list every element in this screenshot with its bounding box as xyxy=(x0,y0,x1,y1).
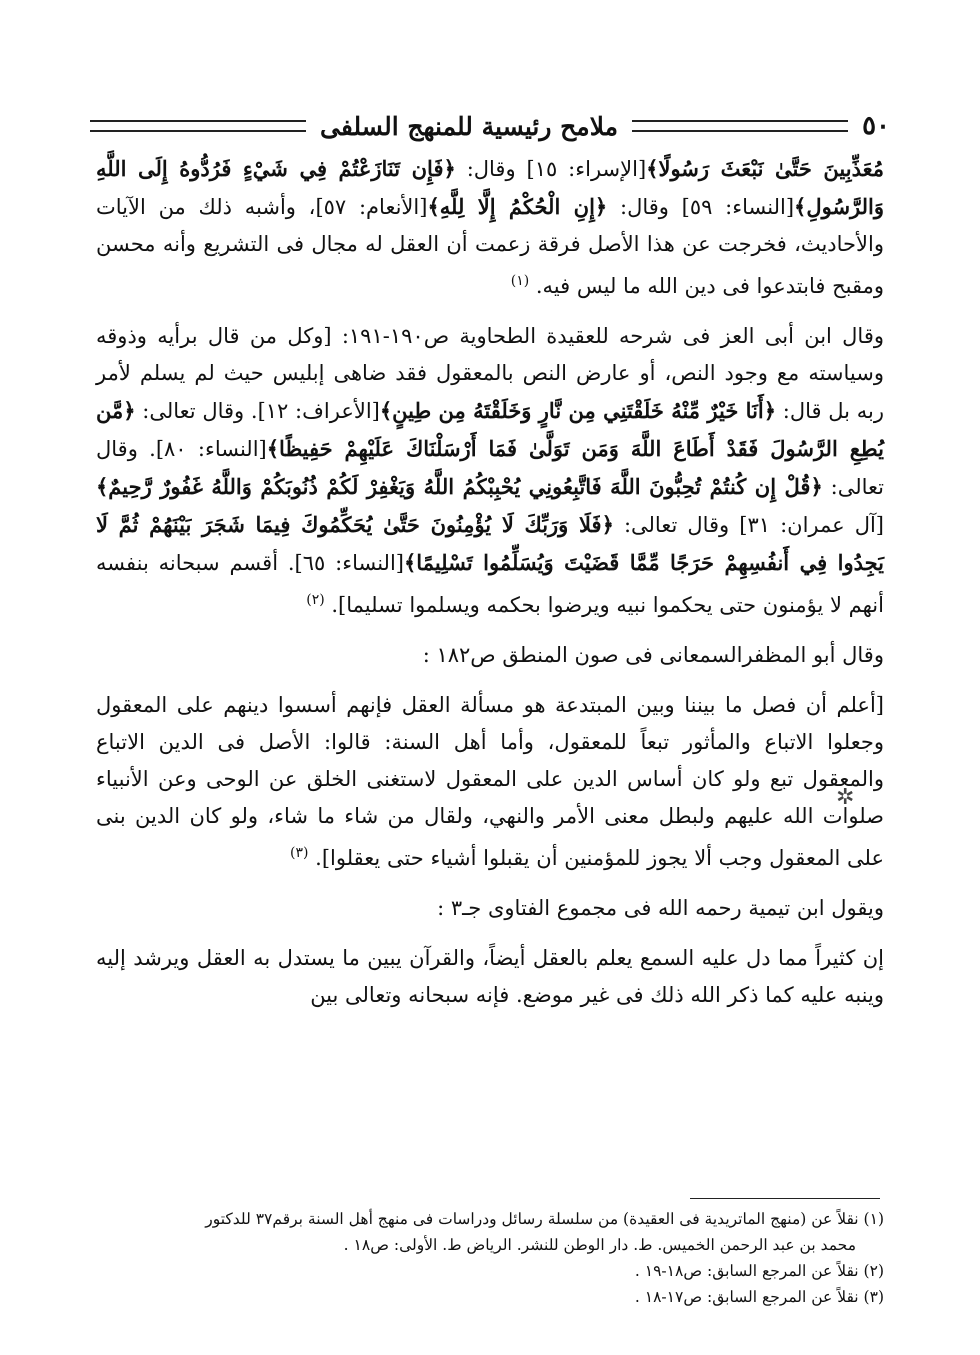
citation: [الإسراء: ١٥] وقال: xyxy=(455,157,647,181)
footnote-mark: (٢) xyxy=(306,592,325,608)
margin-asterisk-icon: ✲ xyxy=(836,785,855,810)
paragraph-text: [أعلم أن فصل ما بيننا وبين المبتدعة هو مسألة العقل فإنهم أسسوا دينهم على المعقول وجعلوا الاتباع والمأثور تبعاً للمعقول، وأما أهل السنة: قالوا: الأصل فى الدين الاتباع والمعقول تبع ولو كان أساس الدين على المعقول لاستغنى الخلق عن الوحى وعن الأنبياء صلوات الله عليهم ولبطل معنى الأمر والنهي، ولقال من شاء ما شاء، ولو كان الدين بنى على المعقول وجب ألا يجوز للمؤمنين أن يقبلوا أشياء حتى يعقلوا]. xyxy=(96,693,884,870)
quran-verse: ﴿فَلَا وَرَبِّكَ لَا يُؤْمِنُونَ حَتَّىٰ يُحَكِّمُوكَ فِيمَا شَجَرَ بَيْنَهُمْ ثُمَّ لَا يَجِدُوا فِي أَنفُسِهِمْ حَرَجًا مِّمَّا قَضَيْتَ وَيُسَلِّمُوا تَسْلِيمًا﴾ xyxy=(96,512,885,575)
paragraph-1 xyxy=(96,150,884,305)
running-header xyxy=(90,104,890,148)
quran-verse: ﴿مَّن يُطِعِ الرَّسُولَ فَقَدْ أَطَاعَ اللَّهَ وَمَن تَوَلَّىٰ فَمَا أَرْسَلْنَاكَ عَلَيْهِمْ حَفِيظًا﴾ xyxy=(96,398,884,461)
citation: [آل عمران: ٣١] وقال تعالى: xyxy=(613,513,885,537)
citation: [النساء: ٥٩] وقال: xyxy=(607,195,795,219)
paragraph-text: وقال ابن أبى العز فى شرحه للعقيدة الطحاوية ص١٩٠-١٩١: [وكل من قال برأيه وذوقه وسياسته مع وجود النص، أو عارض النص بالمعقول فقد ضاهى إبليس حيث لم يسلم لأمر ربه بل قال: xyxy=(96,324,884,423)
paragraph-text: [الأنعام: ٥٧]، وأشبه ذلك من الآيات والأحاديث، فخرجت عن هذا الأصل فرقة زعمت أن العقل له مجال فى التشريع وأنه محسن ومقبح فابتدعوا فى دين الله ما ليس فيه. xyxy=(96,195,884,298)
paragraph-5: ويقول ابن تيمية رحمه الله فى مجموع الفتاوى جـ٣ : xyxy=(437,896,884,920)
quran-verse: ﴿أَنَا خَيْرٌ مِّنْهُ خَلَقْتَنِي مِن نَّارٍ وَخَلَقْتَهُ مِن طِينٍ﴾ xyxy=(379,398,777,423)
paragraph-4 xyxy=(96,687,884,877)
paragraph-6: إن كثيراً مما دل عليه السمع يعلم بالعقل أيضاً، والقرآن يبين ما يستدل به العقل ويرشد إليه وينبه عليه كما ذكر الله ذلك فى غير موضع. فإنه سبحانه وتعالى بين xyxy=(96,946,884,1007)
header-rule-left xyxy=(90,120,306,132)
footnote-2: (٢) نقلاً عن المرجع السابق: ص١٨-١٩ . xyxy=(634,1262,884,1280)
quran-verse: مُعَذِّبِينَ حَتَّىٰ نَبْعَثَ رَسُولًا﴾ xyxy=(646,156,884,181)
running-title: ملامح رئيسية للمنهج السلفى xyxy=(320,111,618,141)
quran-verse: ﴿إِنِ الْحُكْمُ إِلَّا لِلَّهِ﴾ xyxy=(427,194,608,219)
citation: [النساء: ٨٠]. وقال تعالى: xyxy=(96,437,884,499)
paragraph-2 xyxy=(96,318,884,624)
body-text xyxy=(96,150,884,1014)
footnotes xyxy=(96,1206,884,1310)
footnote-1-continued: محمد بن عبد الرحمن الخميس. ط. دار الوطن للنشر. الرياض ط. الأولى: ص١٨ . xyxy=(343,1236,856,1254)
header-rule-right xyxy=(632,120,848,132)
footnote-mark: (٣) xyxy=(290,845,309,861)
footnote-divider xyxy=(690,1198,880,1199)
quran-verse: ﴿فَإِن تَنَازَعْتُمْ فِي شَيْءٍ فَرُدُّوهُ إِلَى اللَّهِ وَالرَّسُولِ﴾ xyxy=(96,156,884,219)
footnote-1: (١) نقلاً عن (منهج الماتريدية فى العقيدة) من سلسلة رسائل ودراسات فى منهج أهل السنة برقم٣٧ للدكتور xyxy=(205,1210,884,1228)
paragraph-text: [النساء: ٦٥]. أقسم سبحانه بنفسه أنهم لا يؤمنون حتى يحكموا نبيه ويرضوا بحكمه ويسلموا تسليما]. xyxy=(96,551,884,617)
page-number: ٥٠ xyxy=(862,111,890,141)
footnote-mark: (١) xyxy=(510,273,530,289)
citation: [الأعراف: ١٢]. وقال تعالى: xyxy=(135,399,380,423)
quran-verse: ﴿قُلْ إِن كُنتُمْ تُحِبُّونَ اللَّهَ فَاتَّبِعُونِي يُحْبِبْكُمُ اللَّهُ وَيَغْفِرْ لَكُمْ ذُنُوبَكُمْ وَاللَّهُ غَفُورٌ رَّحِيمٌ﴾ xyxy=(96,474,823,499)
paragraph-3: وقال أبو المظفرالسمعانى فى صون المنطق ص١٨٢ : xyxy=(422,643,884,667)
footnote-3: (٣) نقلاً عن المرجع السابق: ص١٧-١٨ . xyxy=(634,1288,884,1306)
